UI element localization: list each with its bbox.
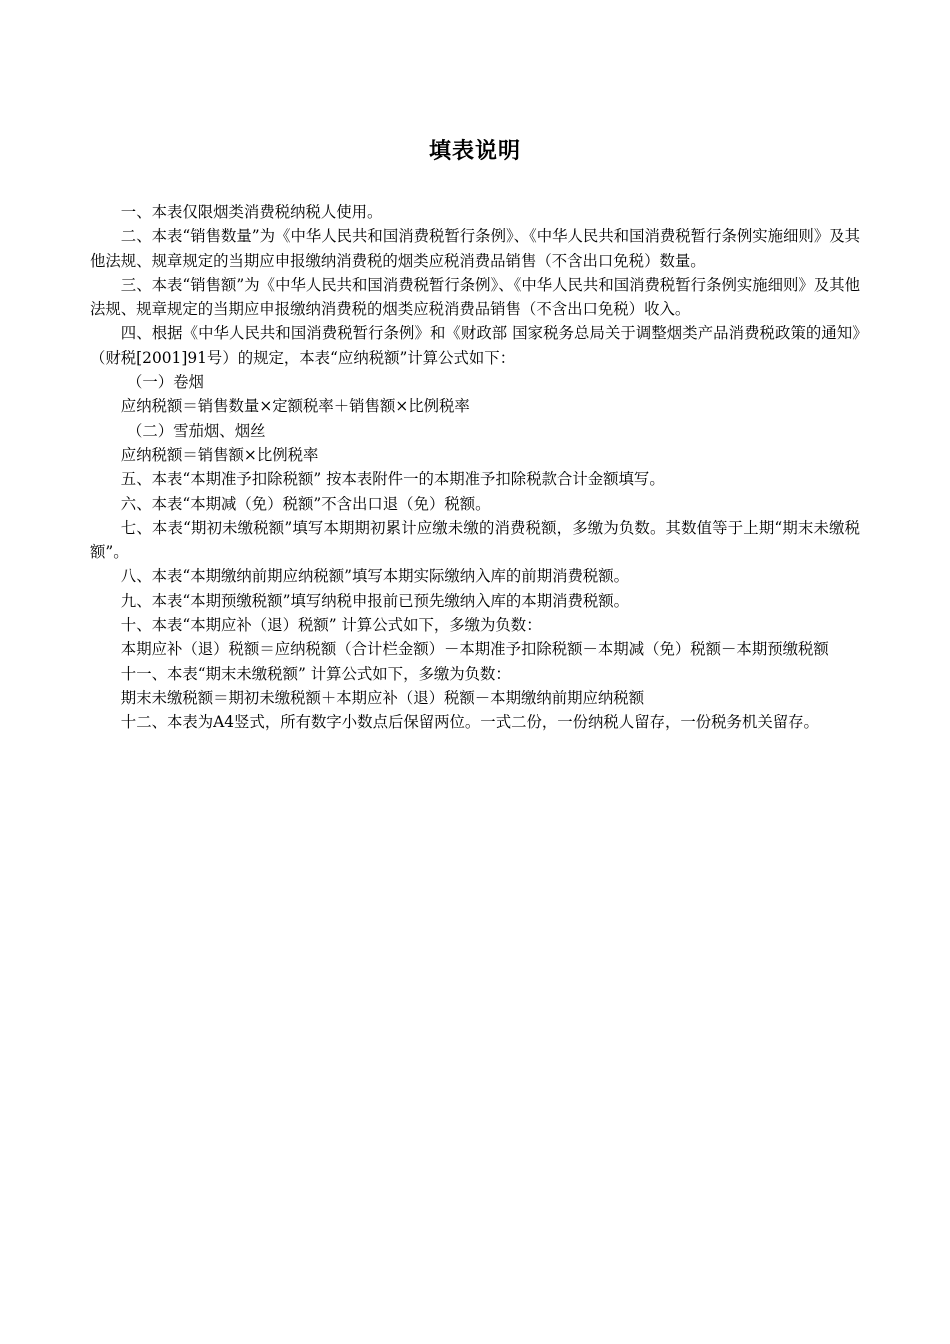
instruction-7: 七、本表“期初未缴税额”填写本期期初累计应缴未缴的消费税额，多缴为负数。其数值等于上期“期末未缴税额”。 xyxy=(90,518,860,562)
formula-cigarettes: 应纳税额＝销售数量×定额税率＋销售额×比例税率 xyxy=(120,397,470,416)
instructions-body xyxy=(90,200,860,735)
instruction-10: 十、本表“本期应补（退）税额” 计算公式如下，多缴为负数： xyxy=(120,616,542,635)
instruction-5: 五、本表“本期准予扣除税额” 按本表附件一的本期准予扣除税款合计金额填写。 xyxy=(120,470,665,489)
page-title: 填表说明 xyxy=(428,139,521,164)
instruction-12: 十二、本表为A4竖式，所有数字小数点后保留两位。一式二份，一份纳税人留存，一份税务机关留存。 xyxy=(120,713,819,732)
instruction-9: 九、本表“本期预缴税额”填写纳税申报前已预先缴纳入库的本期消费税额。 xyxy=(120,591,630,610)
formula-tax-due: 本期应补（退）税额＝应纳税额（合计栏金额）－本期准予扣除税额－本期减（免）税额－本期预缴税额 xyxy=(120,640,829,659)
instruction-1: 一、本表仅限烟类消费税纳税人使用。 xyxy=(120,203,383,221)
instruction-4-item-cigarettes: （一）卷烟 xyxy=(126,373,204,392)
instruction-11: 十一、本表“期末未缴税额” 计算公式如下，多缴为负数： xyxy=(120,664,511,683)
instruction-6: 六、本表“本期减（免）税额”不含出口退（免）税额。 xyxy=(120,494,491,513)
instruction-4-item-cigars: （二）雪茄烟、烟丝 xyxy=(126,421,266,440)
formula-unpaid-end: 期末未缴税额＝期初未缴税额＋本期应补（退）税额－本期缴纳前期应纳税额 xyxy=(120,688,645,707)
formula-cigars: 应纳税额＝销售额×比例税率 xyxy=(120,445,319,464)
instruction-2: 二、本表“销售数量”为《中华人民共和国消费税暂行条例》、《中华人民共和国消费税暂行条例实施细则》及其他法规、规章规定的当期应申报缴纳消费税的烟类应税消费品销售（不含出口免税）数量。 xyxy=(90,227,860,270)
instruction-8: 八、本表“本期缴纳前期应纳税额”填写本期实际缴纳入库的前期消费税额。 xyxy=(120,567,630,586)
instruction-4: 四、根据《中华人民共和国消费税暂行条例》和《财政部 国家税务总局关于调整烟类产品消费税政策的通知》（财税[2001]91号）的规定，本表“应纳税额”计算公式如下： xyxy=(90,324,860,367)
instruction-3: 三、本表“销售额”为《中华人民共和国消费税暂行条例》、《中华人民共和国消费税暂行条例实施细则》及其他法规、规章规定的当期应申报缴纳消费税的烟类应税消费品销售（不含出口免税）收入。 xyxy=(90,275,860,319)
